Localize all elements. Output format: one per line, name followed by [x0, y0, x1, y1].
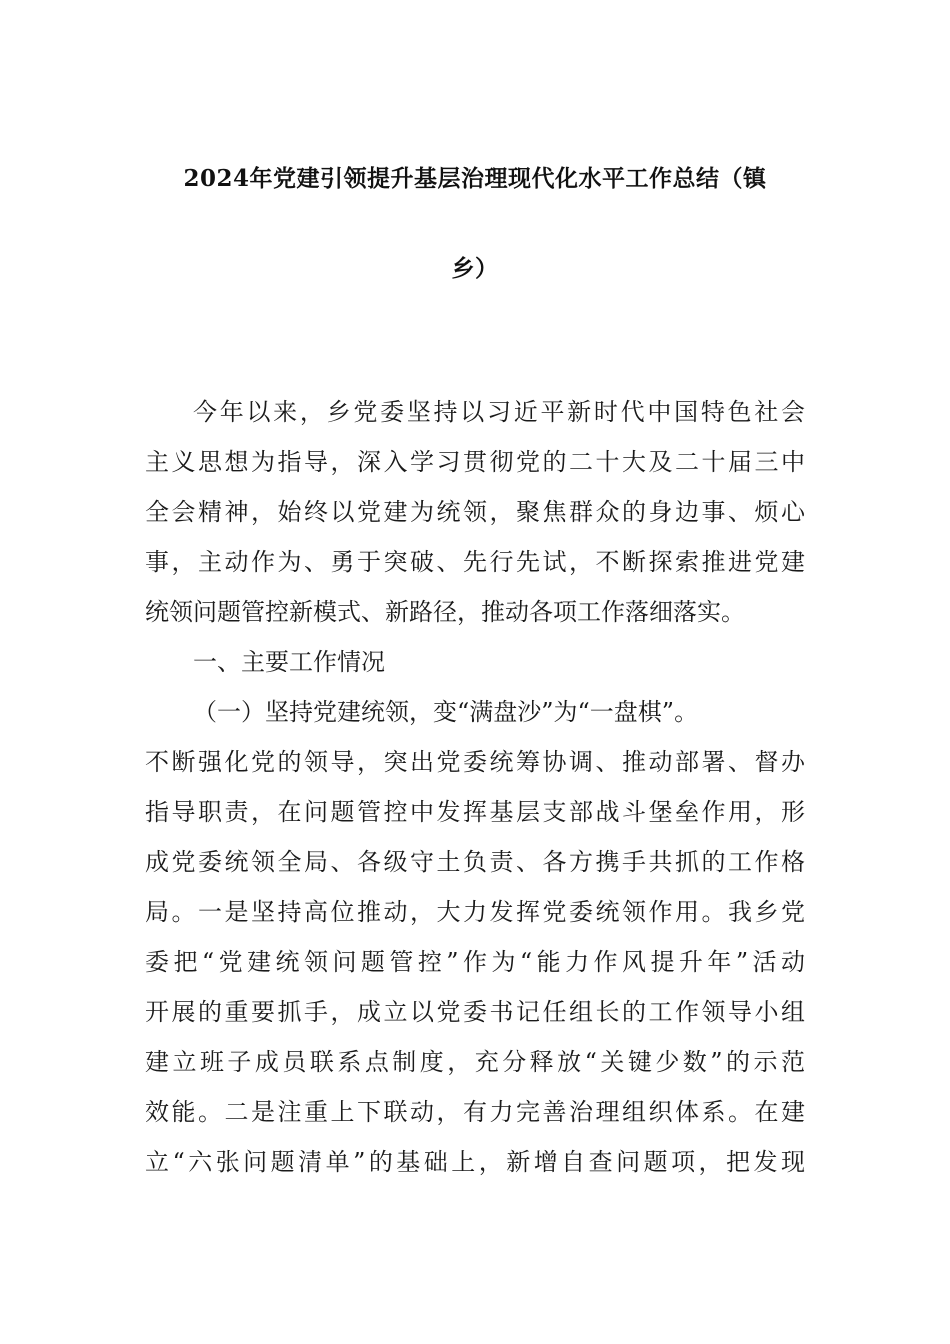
section-heading: 一、主要工作情况 — [193, 648, 385, 676]
body-line: 委把“党建统领问题管控”作为“能力作风提升年”活动 — [145, 948, 805, 976]
body-line: 指导职责，在问题管控中发挥基层支部战斗堡垒作用，形 — [145, 798, 805, 826]
body-line: 立“六张问题清单”的基础上，新增自查问题项，把发现 — [145, 1148, 805, 1176]
document-title-line-2: 乡） — [451, 255, 499, 282]
body-line: 开展的重要抓手，成立以党委书记任组长的工作领导小组 — [145, 998, 805, 1026]
body-line: 效能。二是注重上下联动，有力完善治理组织体系。在建 — [145, 1098, 805, 1126]
body-line: 事，主动作为、勇于突破、先行先试，不断探索推进党建 — [145, 548, 805, 576]
subsection-heading: （一）坚持党建统领，变“满盘沙”为“一盘棋”。 — [193, 698, 699, 726]
body-line: 不断强化党的领导，突出党委统筹协调、推动部署、督办 — [145, 748, 805, 776]
body-line: 今年以来，乡党委坚持以习近平新时代中国特色社会 — [193, 398, 805, 426]
body-line: 主义思想为指导，深入学习贯彻党的二十大及二十届三中 — [145, 448, 805, 476]
body-line: 成党委统领全局、各级守土负责、各方携手共抓的工作格 — [145, 848, 805, 876]
body-line: 全会精神，始终以党建为统领，聚焦群众的身边事、烦心 — [145, 498, 805, 526]
body-line: 统领问题管控新模式、新路径，推动各项工作落细落实。 — [145, 598, 745, 626]
document-title-line-1: 2024年党建引领提升基层治理现代化水平工作总结（镇 — [183, 165, 767, 192]
body-line: 局。一是坚持高位推动，大力发挥党委统领作用。我乡党 — [145, 898, 805, 926]
body-line: 建立班子成员联系点制度，充分释放“关键少数”的示范 — [145, 1048, 805, 1076]
